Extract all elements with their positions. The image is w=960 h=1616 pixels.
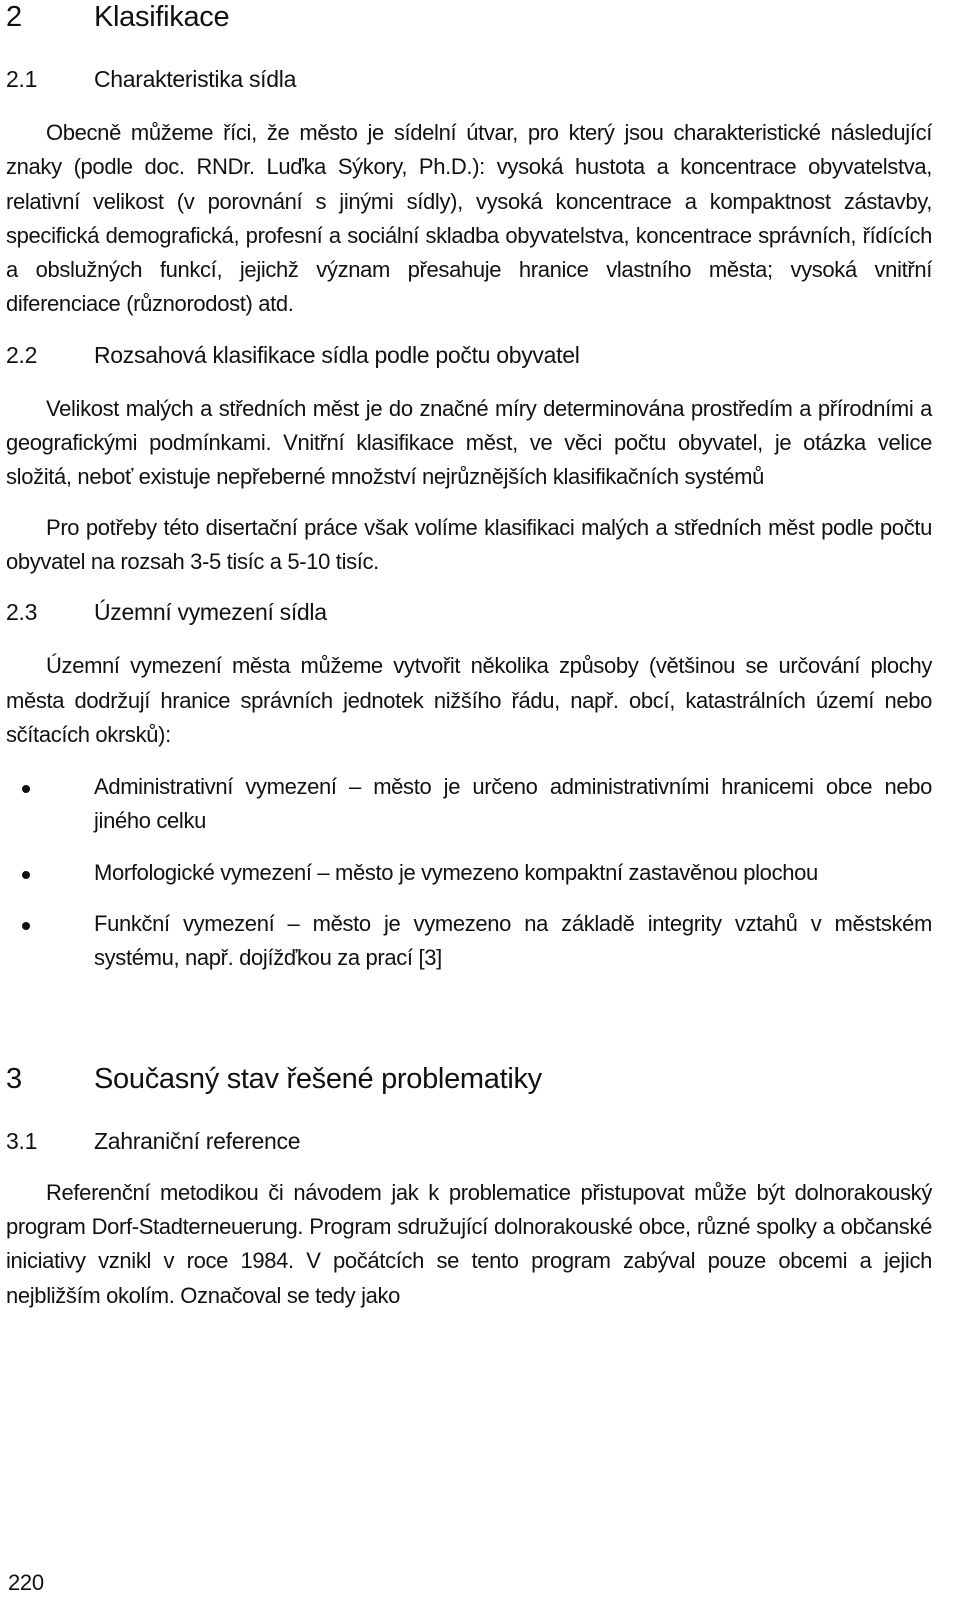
section-number: 2.2 [6, 341, 38, 368]
section-title: Rozsahová klasifikace sídla podle počtu obyvatel [94, 341, 580, 368]
section-title: Územní vymezení sídla [94, 599, 327, 626]
section-heading-2-1 [6, 64, 932, 94]
chapter-title: Současný stav řešené problematiky [94, 1062, 542, 1095]
section-heading-3-1 [6, 1126, 932, 1156]
list-item [6, 856, 932, 890]
section-heading-2-2 [6, 340, 932, 370]
chapter-heading-3 [6, 1062, 932, 1096]
bullet-icon [6, 770, 94, 839]
bullet-icon [6, 907, 94, 976]
section-heading-2-3 [6, 597, 932, 627]
list-item-text: Funkční vymezení – město je vymezeno na základě integrity vztahů v městském systému, např. dojížďkou za prací [3] [94, 911, 932, 971]
paragraph-foreign-references: Referenční metodikou či návodem jak k problematice přistupovat může být dolnorakouský program Dorf-Stadterneuerung. Program sdružující dolnorakouské obce, různé spolky a občanské iniciativy vznikl v roce 1984. V počátcích se tento program zabýval pouze obcemi a jejich nejbližším okolím. Označoval se tedy jako [6, 1179, 932, 1308]
chapter-number: 3 [6, 1062, 22, 1095]
page-number: 220 [8, 1570, 44, 1595]
section-number: 2.1 [6, 66, 38, 92]
chapter-number: 2 [6, 1, 22, 33]
definition-list [6, 770, 932, 975]
paragraph-territorial-definition: Územní vymezení města můžeme vytvořit několika způsoby (většinou se určování plochy města dodržují hranice správních jednotek nižšího řádu, např. obcí, katastrálních území nebo sčítacích okrsků): [6, 653, 932, 747]
section-number: 2.3 [6, 599, 38, 626]
section-number: 3.1 [6, 1127, 38, 1154]
paragraph-size-classification: Velikost malých a středních měst je do značné míry determinována prostředím a přírodními a geografickými podmínkami. Vnitřní klasifikace měst, ve věci počtu obyvatel, je otázka velice složitá, neboť existuje nepřeberné množství nejrůznějších klasifikačních systémů [6, 395, 932, 490]
section-title: Zahraniční reference [94, 1127, 301, 1154]
section-title: Charakteristika sídla [94, 66, 297, 92]
chapter-heading-2 [6, 0, 932, 34]
list-item-text: Morfologické vymezení – město je vymezeno kompaktní zastavěnou plochou [94, 859, 818, 885]
paragraph-dissertation-classification: Pro potřeby této disertační práce však volíme klasifikaci malých a středních měst podle počtu obyvatel na rozsah 3-5 tisíc a 5-10 tisíc. [6, 514, 932, 574]
chapter-title: Klasifikace [94, 1, 230, 33]
paragraph-characteristics: Obecně můžeme říci, že město je sídelní útvar, pro který jsou charakteristické následující znaky (podle doc. RNDr. Luďka Sýkory, Ph.D.): vysoká hustota a koncentrace obyvatelstva, relativní velikost (v porovnání s jinými sídly), vysoká koncentrace a kompaktnost zástavby, specifická demografická, profesní a sociální skladba obyvatelstva, koncentrace správních, řídících a obslužných funkcí, jejichž význam přesahuje hranice vlastního města; vysoká vnitřní diferenciace (různorodost) atd. [6, 120, 932, 317]
list-item [6, 907, 932, 976]
document-page [6, 0, 932, 1313]
list-item-text: Administrativní vymezení – město je určeno administrativními hranicemi obce nebo jiného celku [94, 774, 932, 834]
list-item [6, 770, 932, 839]
bullet-icon [6, 856, 94, 890]
